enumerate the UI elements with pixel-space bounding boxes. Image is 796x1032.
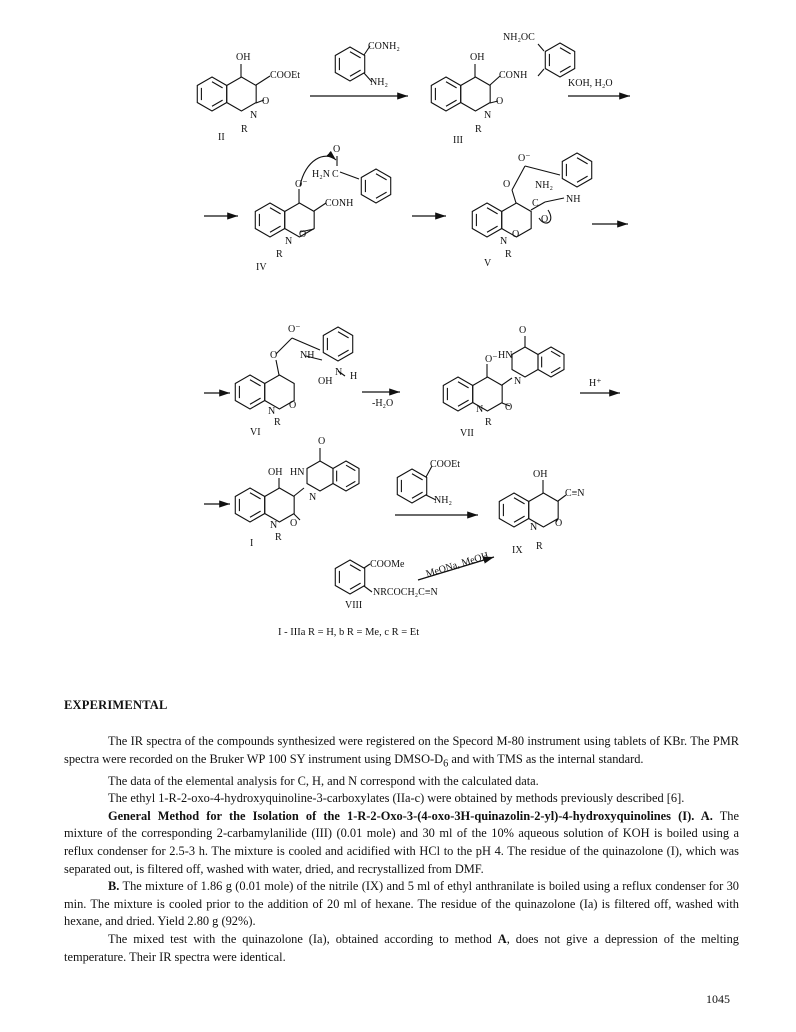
label-n-ix: N <box>530 522 538 533</box>
bond <box>512 166 525 190</box>
label-nrcoch2cn-viii: NRCOCH₂C≡N <box>373 587 438 598</box>
label-conh2-reagent: CONH₂ <box>368 41 400 52</box>
label-c-iv: C <box>332 169 339 180</box>
label-o-vii: O <box>505 402 513 413</box>
label-o-ii: O <box>262 96 270 107</box>
label-ominus-v: O⁻ <box>518 153 531 164</box>
label-oh-vi: OH <box>318 376 333 387</box>
label-o-ring-vi: O <box>270 350 278 361</box>
label-nh2-reagent-2: NH₂ <box>434 495 452 506</box>
label-ominus-vi: O⁻ <box>288 324 301 335</box>
bond <box>276 338 292 354</box>
label-o-i: O <box>290 518 298 529</box>
label-c-v: C <box>532 198 539 209</box>
compound-id-v: V <box>484 258 492 269</box>
paragraph: The IR spectra of the compounds synthesized were registered on the Specord M-80 instrument using tablets of KBr. The PMR spectra were recorded on the Bruker WP 100 SY instrument using DMSO-$D_6$ and with TMS as the internal standard. <box>64 734 739 770</box>
label-nh2-v: NH₂ <box>535 180 553 191</box>
experimental-text <box>64 733 739 966</box>
quinazoline-ring-i <box>307 461 333 491</box>
label-n-ring-i: N <box>309 492 317 503</box>
label-koh: KOH, H₂O <box>568 78 613 89</box>
bond <box>292 338 320 350</box>
label-coome-viii: COOMe <box>370 559 405 570</box>
label-ominus-iv: O⁻ <box>295 179 308 190</box>
label-n-iv: N <box>285 236 293 247</box>
bond <box>294 488 304 496</box>
compound-iii-pyridone-ring <box>461 77 490 111</box>
label-n-i: N <box>270 520 278 531</box>
label-o-ring-v: O <box>503 179 511 190</box>
label-r-ii: R <box>241 124 248 135</box>
paragraph: General Method for the Isolation of the 1-R-2-Oxo-3-(4-oxo-3H-quinazolin-2-yl)-4-hydroxyquinolines (I). A. The mixture of the corresponding 2-carbamylanilide (III) (0.01 mole) and 30 ml of the 10% aqueous solution of KOH is boiled using a reflux condenser for 2.5-3 h. The mixture is cooled and acidified with HCl to the pH 4. The residue of the quinazolone (I), which was separated out, is filtered off, washed with water, dried, and recrystallized from DMF. <box>64 808 740 876</box>
label-hplus: H⁺ <box>589 378 602 389</box>
label-cn-ix: C≡N <box>565 488 585 499</box>
label-conh-iv: CONH <box>325 198 354 209</box>
label-o-v: O <box>512 229 520 240</box>
label-nh2oc-iii: NH₂OC <box>503 32 535 43</box>
label-oh-iii: OH <box>470 52 485 63</box>
label-n-vii: N <box>476 404 484 415</box>
label-h2n-iv: H₂N <box>312 169 330 180</box>
label-n-iii: N <box>484 110 492 121</box>
label-oh-ii: OH <box>236 52 251 63</box>
amide-bond <box>364 586 372 592</box>
compound-id-ix: IX <box>512 545 523 556</box>
bond <box>502 378 512 385</box>
bond <box>340 172 359 179</box>
bond <box>545 198 564 202</box>
compound-i-pyridone-ring <box>265 488 294 522</box>
label-ominus-vii: O⁻ <box>485 354 498 365</box>
compound-id-iv: IV <box>256 262 267 273</box>
compound-id-i: I <box>250 538 254 549</box>
bond <box>276 360 279 375</box>
label-r-vii: R <box>485 417 492 428</box>
label-r-vi: R <box>274 417 281 428</box>
label-n-v: N <box>500 236 508 247</box>
paragraph: The ethyl 1-R-2-oxo-4-hydroxyquinoline-3-carboxylates (IIa-c) were obtained by methods previously described [6]. <box>108 791 685 806</box>
label-n-bridge-vi: N <box>335 367 343 378</box>
label-n-ii: N <box>250 110 258 121</box>
label-r-i: R <box>275 532 282 543</box>
compound-id-vii: VII <box>460 428 474 439</box>
scheme-caption: I - IIIa R = H, b R = Me, c R = Et <box>278 627 420 638</box>
label-conh-iii: CONH <box>499 70 528 81</box>
label-h-vi: H <box>350 371 358 382</box>
label-nh-vi: NH <box>300 350 315 361</box>
label-r-ix: R <box>536 541 543 552</box>
bond <box>538 44 544 51</box>
label-nh2-reagent: NH₂ <box>370 77 388 88</box>
label-o-iii: O <box>496 96 504 107</box>
bond <box>538 69 544 76</box>
label-nh-v: NH <box>566 194 581 205</box>
label-meona: MeONa, MeOH <box>424 550 491 580</box>
bond <box>525 166 560 175</box>
label-o-carbonyl-i: O <box>318 436 326 447</box>
label-r-iv: R <box>276 249 283 260</box>
label-o-carbonyl-v: O <box>541 214 549 225</box>
bond <box>512 190 516 203</box>
page-number: 1045 <box>706 992 730 1006</box>
label-o-vi: O <box>289 400 297 411</box>
section-title: EXPERIMENTAL <box>64 698 168 712</box>
compound-id-ii: II <box>218 132 225 143</box>
label-cooet-reagent: COOEt <box>430 459 460 470</box>
compound-id-vi: VI <box>250 427 261 438</box>
label-r-iii: R <box>475 124 482 135</box>
label-o-ix: O <box>555 518 563 529</box>
compound-id-iii: III <box>453 135 463 146</box>
label-r-v: R <box>505 249 512 260</box>
compound-ii-pyridone-ring <box>227 77 256 111</box>
label-n-ring-vii: N <box>514 376 522 387</box>
label-minus-h2o: -H₂O <box>372 398 394 409</box>
molecule-drawings <box>197 43 630 594</box>
label-n-vi: N <box>268 406 276 417</box>
label-hn-i: HN <box>290 467 305 478</box>
label-o-carbonyl-iv: O <box>333 144 341 155</box>
paragraph: The mixed test with the quinazolone (Ia), obtained according to method A, does not give a depression of the melting temperature. Their IR spectra were identical. <box>64 932 739 964</box>
ester-bond <box>256 76 270 85</box>
paragraph: B. The mixture of 1.86 g (0.01 mole) of the nitrile (IX) and 5 ml of ethyl anthranilate is boiled using a reflux condenser for 30 min. The mixture is cooled prior to the addition of 20 ml of hexane. The residue of the quinazolone (Ia) is filtered off, washed with hexane, and dried. Yield 2.80 g (92%). <box>64 879 739 929</box>
label-oh-i: OH <box>268 467 283 478</box>
label-hn-vii: HN <box>498 350 513 361</box>
quinazoline-ring-vii <box>512 347 538 377</box>
paragraph: The data of the elemental analysis for C, H, and N correspond with the calculated data. <box>108 773 539 788</box>
label-o-iv: O <box>299 229 307 240</box>
label-cooet-ii: COOEt <box>270 70 300 81</box>
compound-id-viii: VIII <box>345 600 363 611</box>
label-oh-ix: OH <box>533 469 548 480</box>
label-o-carbonyl-vii: O <box>519 325 527 336</box>
